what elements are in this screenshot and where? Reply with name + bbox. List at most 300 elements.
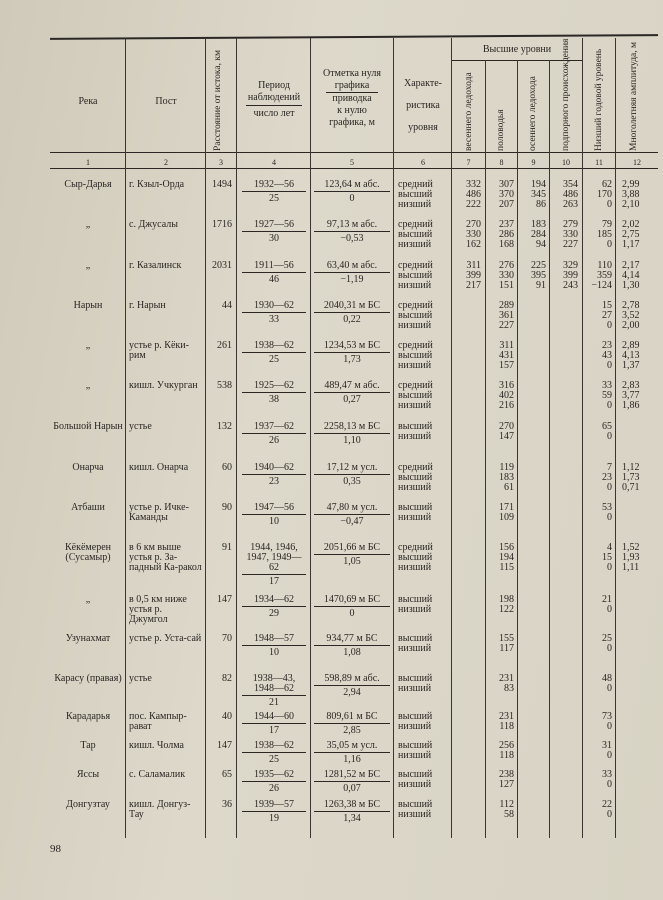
low-level: 23 bbox=[602, 472, 612, 483]
autumn-ice-level bbox=[520, 605, 546, 615]
col-divider bbox=[236, 38, 237, 838]
flood-level: 151 bbox=[499, 280, 514, 291]
header-char-line3: уровня bbox=[408, 122, 438, 133]
autumn-ice-level bbox=[520, 503, 546, 513]
header-mark-line1: Отметка нуля bbox=[323, 68, 381, 79]
autumn-ice-level bbox=[520, 381, 546, 391]
post-name: устье р. Ичке-Каманды bbox=[129, 502, 189, 523]
zero-reduction: 0,27 bbox=[343, 394, 361, 405]
flood-level: 307 bbox=[499, 179, 514, 190]
post-name: пос. Кампыр-рават bbox=[129, 711, 187, 732]
autumn-ice-level: 194 bbox=[531, 179, 546, 190]
header-mark-line5: графика, м bbox=[329, 117, 375, 128]
low-level: 79 bbox=[602, 219, 612, 230]
backwater-level-cell bbox=[552, 301, 578, 331]
zero-mark-cell bbox=[314, 341, 390, 365]
spring-ice-level-cell bbox=[455, 674, 481, 694]
post-name: г. Казалинск bbox=[129, 260, 182, 271]
low-level-cell bbox=[586, 180, 612, 210]
spring-ice-level bbox=[455, 722, 481, 732]
backwater-level bbox=[552, 321, 578, 331]
autumn-ice-level-cell bbox=[520, 770, 546, 790]
autumn-ice-level-cell bbox=[520, 741, 546, 761]
amplitude: 1,37 bbox=[622, 360, 640, 371]
spring-ice-level bbox=[455, 674, 481, 684]
level-characteristic: низший bbox=[398, 721, 432, 732]
spring-ice-level bbox=[455, 341, 481, 351]
backwater-level-cell bbox=[552, 674, 578, 694]
zero-mark: 934,77 м БС bbox=[314, 634, 390, 646]
low-level: 0 bbox=[607, 360, 612, 371]
period-cell bbox=[242, 463, 306, 487]
amplitude: 2,83 bbox=[622, 380, 640, 391]
low-level-cell bbox=[586, 301, 612, 331]
distance-value: 40 bbox=[222, 711, 232, 722]
backwater-level-cell bbox=[552, 712, 578, 732]
spring-ice-level bbox=[455, 422, 481, 432]
colnum: 3 bbox=[219, 158, 223, 167]
period-count: 46 bbox=[269, 274, 279, 285]
spring-ice-level bbox=[455, 553, 481, 563]
period-cell bbox=[242, 770, 306, 794]
spring-ice-level bbox=[455, 401, 481, 411]
flood-level: 119 bbox=[499, 462, 514, 473]
period-cell bbox=[242, 800, 306, 824]
backwater-level bbox=[552, 432, 578, 442]
distance-value: 65 bbox=[222, 769, 232, 780]
post-name: в 6 км выше устья р. За-падный Ка-ракол bbox=[129, 542, 202, 573]
zero-reduction: 1,05 bbox=[343, 556, 361, 567]
spring-ice-level bbox=[455, 780, 481, 790]
amplitude: 3,88 bbox=[622, 189, 640, 200]
level-characteristic: высший bbox=[398, 502, 433, 513]
level-characteristic: средний bbox=[398, 179, 433, 190]
spring-ice-level: 332 bbox=[466, 179, 481, 190]
period-count: 26 bbox=[269, 435, 279, 446]
spring-ice-level bbox=[455, 473, 481, 483]
level-characteristic-cell bbox=[398, 595, 450, 615]
backwater-level-cell bbox=[552, 543, 578, 573]
autumn-ice-level: 86 bbox=[536, 199, 546, 210]
river-name: Кёкёмерен (Сусамыр) bbox=[65, 542, 111, 563]
level-characteristic: высший bbox=[398, 711, 433, 722]
flood-level: 270 bbox=[499, 421, 514, 432]
period-cell bbox=[242, 741, 306, 765]
backwater-level-cell bbox=[552, 261, 578, 291]
backwater-level: 329 bbox=[563, 260, 578, 271]
period-cell bbox=[242, 712, 306, 736]
period-count: 19 bbox=[269, 813, 279, 824]
col-divider bbox=[517, 60, 518, 838]
backwater-level bbox=[552, 800, 578, 810]
colnum: 11 bbox=[595, 158, 603, 167]
backwater-level: 399 bbox=[563, 270, 578, 281]
period-cell bbox=[242, 543, 306, 587]
distance-value: 1716 bbox=[212, 219, 232, 230]
level-characteristic: низший bbox=[398, 683, 432, 694]
period-count: 17 bbox=[269, 576, 279, 587]
period-count: 25 bbox=[269, 754, 279, 765]
backwater-level bbox=[552, 634, 578, 644]
flood-level: 330 bbox=[499, 270, 514, 281]
spring-ice-level bbox=[455, 712, 481, 722]
backwater-level bbox=[552, 513, 578, 523]
amplitude: 1,30 bbox=[622, 280, 640, 291]
low-level-cell bbox=[586, 770, 612, 790]
autumn-ice-level bbox=[520, 543, 546, 553]
flood-level-cell bbox=[488, 381, 514, 411]
flood-level: 311 bbox=[499, 340, 514, 351]
col-divider bbox=[125, 38, 126, 838]
amplitude bbox=[622, 751, 662, 761]
post-name: с. Саламалик bbox=[129, 769, 186, 780]
post-name: устье bbox=[129, 421, 152, 432]
spring-ice-level bbox=[455, 595, 481, 605]
flood-level: 237 bbox=[499, 219, 514, 230]
low-level: 59 bbox=[602, 390, 612, 401]
header-char-line2: ристика bbox=[406, 100, 440, 111]
period-count: 25 bbox=[269, 354, 279, 365]
river-name: Карасу (правая) bbox=[54, 673, 122, 684]
backwater-level bbox=[552, 674, 578, 684]
amplitude-cell bbox=[618, 595, 662, 615]
autumn-ice-level bbox=[520, 634, 546, 644]
zero-mark: 2051,66 м БС bbox=[314, 543, 390, 555]
flood-level-cell bbox=[488, 503, 514, 523]
zero-mark: 35,05 м усл. bbox=[314, 741, 390, 753]
header-char-line1: Характе- bbox=[404, 78, 442, 89]
amplitude: 2,99 bbox=[622, 179, 640, 190]
river-name: Сыр-Дарья bbox=[64, 179, 112, 190]
colnum: 10 bbox=[562, 158, 570, 167]
spring-ice-level bbox=[455, 563, 481, 573]
header-low-level: Низший годовой уровень bbox=[594, 48, 604, 151]
distance-value: 70 bbox=[222, 633, 232, 644]
distance-value: 60 bbox=[222, 462, 232, 473]
flood-level-cell bbox=[488, 543, 514, 573]
colnum: 8 bbox=[499, 158, 504, 167]
flood-level: 171 bbox=[499, 502, 514, 513]
autumn-ice-level bbox=[520, 674, 546, 684]
period-years: 1938—43, 1948—62 bbox=[242, 674, 306, 696]
period-years: 1930—62 bbox=[242, 301, 306, 313]
river-name: Атбаши bbox=[71, 502, 105, 513]
autumn-ice-level: 345 bbox=[531, 189, 546, 200]
zero-mark-cell bbox=[314, 180, 390, 204]
low-level-cell bbox=[586, 381, 612, 411]
amplitude bbox=[622, 741, 662, 751]
amplitude-cell bbox=[618, 741, 662, 761]
spring-ice-level bbox=[455, 513, 481, 523]
amplitude: 2,00 bbox=[622, 320, 640, 331]
river-name: Онарча bbox=[72, 462, 104, 473]
zero-mark-cell bbox=[314, 595, 390, 619]
flood-level: 216 bbox=[499, 400, 514, 411]
flood-level: 316 bbox=[499, 380, 514, 391]
header-amplitude: Многолетняя амплитуда, м bbox=[629, 42, 639, 151]
low-level: 0 bbox=[607, 431, 612, 442]
amplitude: 2,89 bbox=[622, 340, 640, 351]
low-level: 0 bbox=[607, 721, 612, 732]
autumn-ice-level bbox=[520, 644, 546, 654]
backwater-level bbox=[552, 311, 578, 321]
col-divider bbox=[549, 60, 550, 838]
amplitude-cell bbox=[618, 503, 662, 523]
low-level: 0 bbox=[607, 779, 612, 790]
low-level: 53 bbox=[602, 502, 612, 513]
colnum: 7 bbox=[466, 158, 471, 167]
low-level: 0 bbox=[607, 562, 612, 573]
amplitude bbox=[622, 513, 662, 523]
flood-level: 183 bbox=[499, 472, 514, 483]
period-count: 17 bbox=[269, 725, 279, 736]
period-cell bbox=[242, 220, 306, 244]
spring-ice-level: 162 bbox=[466, 239, 481, 250]
low-level: 73 bbox=[602, 711, 612, 722]
backwater-level bbox=[552, 503, 578, 513]
level-characteristic: низший bbox=[398, 779, 432, 790]
low-level: 7 bbox=[607, 462, 612, 473]
period-years: 1940—62 bbox=[242, 463, 306, 475]
low-level: 15 bbox=[602, 552, 612, 563]
spring-ice-level-cell bbox=[455, 634, 481, 654]
period-count: 25 bbox=[269, 193, 279, 204]
amplitude-cell bbox=[618, 261, 662, 291]
post-name: устье р. Уста-сай bbox=[129, 633, 202, 644]
low-level: 0 bbox=[607, 400, 612, 411]
col-divider bbox=[485, 60, 486, 838]
backwater-level-cell bbox=[552, 770, 578, 790]
backwater-level bbox=[552, 381, 578, 391]
flood-level: 361 bbox=[499, 310, 514, 321]
low-level: 48 bbox=[602, 673, 612, 684]
low-level: 4 bbox=[607, 542, 612, 553]
backwater-level-cell bbox=[552, 595, 578, 615]
river-name: „ bbox=[85, 260, 91, 271]
period-cell bbox=[242, 261, 306, 285]
colnum: 9 bbox=[531, 158, 536, 167]
level-characteristic: средний bbox=[398, 380, 433, 391]
level-characteristic: высший bbox=[398, 799, 433, 810]
level-characteristic: средний bbox=[398, 219, 433, 230]
low-level: 65 bbox=[602, 421, 612, 432]
period-count: 23 bbox=[269, 476, 279, 487]
zero-reduction: 1,08 bbox=[343, 647, 361, 658]
amplitude-cell bbox=[618, 220, 662, 250]
low-level-cell bbox=[586, 800, 612, 820]
flood-level: 61 bbox=[504, 482, 514, 493]
spring-ice-level bbox=[455, 381, 481, 391]
backwater-level bbox=[552, 483, 578, 493]
header-flood: половодья bbox=[496, 109, 506, 151]
backwater-level: 263 bbox=[563, 199, 578, 210]
autumn-ice-level bbox=[520, 563, 546, 573]
autumn-ice-level bbox=[520, 432, 546, 442]
header-backwater: подпорного происхождения bbox=[561, 38, 571, 151]
colnum: 6 bbox=[421, 158, 425, 167]
river-name: „ bbox=[85, 594, 91, 605]
colnum-rule bbox=[50, 168, 658, 169]
autumn-ice-level-cell bbox=[520, 422, 546, 442]
zero-mark: 97,13 м абс. bbox=[314, 220, 390, 232]
post-name: кишл. Онарча bbox=[129, 462, 189, 473]
flood-level: 115 bbox=[499, 562, 514, 573]
backwater-level bbox=[552, 473, 578, 483]
flood-level: 207 bbox=[499, 199, 514, 210]
header-mark-line4: к нулю bbox=[337, 105, 367, 116]
flood-level-cell bbox=[488, 463, 514, 493]
header-distance: Расстояние от истока, км bbox=[213, 50, 223, 151]
level-characteristic: средний bbox=[398, 542, 433, 553]
level-characteristic: средний bbox=[398, 340, 433, 351]
flood-level-cell bbox=[488, 712, 514, 732]
level-characteristic: низший bbox=[398, 604, 432, 615]
header-high-levels: Высшие уровни bbox=[482, 44, 552, 55]
level-characteristic: высший bbox=[398, 229, 433, 240]
spring-ice-level bbox=[455, 483, 481, 493]
flood-level: 256 bbox=[499, 740, 514, 751]
autumn-ice-level bbox=[520, 321, 546, 331]
level-characteristic: низший bbox=[398, 482, 432, 493]
flood-level-cell bbox=[488, 634, 514, 654]
autumn-ice-level-cell bbox=[520, 301, 546, 331]
zero-mark: 2040,31 м БС bbox=[314, 301, 390, 313]
post-name: с. Джусалы bbox=[129, 219, 178, 230]
zero-mark-cell bbox=[314, 261, 390, 285]
colnum: 12 bbox=[633, 158, 641, 167]
autumn-ice-level bbox=[520, 422, 546, 432]
period-cell bbox=[242, 595, 306, 619]
spring-ice-level bbox=[455, 770, 481, 780]
flood-level-cell bbox=[488, 800, 514, 820]
river-name: Донгузтау bbox=[66, 799, 110, 810]
autumn-ice-level bbox=[520, 770, 546, 780]
zero-mark-cell bbox=[314, 543, 390, 567]
flood-level-cell bbox=[488, 301, 514, 331]
spring-ice-level-cell bbox=[455, 381, 481, 411]
level-characteristic: низший bbox=[398, 320, 432, 331]
amplitude-cell bbox=[618, 770, 662, 790]
flood-level: 276 bbox=[499, 260, 514, 271]
amplitude bbox=[622, 644, 662, 654]
low-level: 0 bbox=[607, 604, 612, 615]
level-characteristic: высший bbox=[398, 594, 433, 605]
low-level: 0 bbox=[607, 199, 612, 210]
distance-value: 132 bbox=[217, 421, 232, 432]
backwater-level bbox=[552, 712, 578, 722]
spring-ice-level bbox=[455, 605, 481, 615]
flood-level: 83 bbox=[504, 683, 514, 694]
amplitude-cell bbox=[618, 712, 662, 732]
backwater-level: 227 bbox=[563, 239, 578, 250]
spring-ice-level-cell bbox=[455, 800, 481, 820]
amplitude bbox=[622, 422, 662, 432]
header-mark bbox=[312, 68, 392, 129]
low-level: 0 bbox=[607, 239, 612, 250]
colnum: 4 bbox=[272, 158, 276, 167]
backwater-level-cell bbox=[552, 180, 578, 210]
header-spring-ice: весеннего ледохода bbox=[464, 72, 474, 151]
level-characteristic-cell bbox=[398, 770, 450, 790]
distance-value: 538 bbox=[217, 380, 232, 391]
spring-ice-level bbox=[455, 361, 481, 371]
autumn-ice-level-cell bbox=[520, 463, 546, 493]
zero-mark-cell bbox=[314, 381, 390, 405]
amplitude: 2,75 bbox=[622, 229, 640, 240]
amplitude bbox=[622, 674, 662, 684]
zero-reduction: 2,85 bbox=[343, 725, 361, 736]
autumn-ice-level bbox=[520, 712, 546, 722]
period-count: 10 bbox=[269, 647, 279, 658]
low-level: 27 bbox=[602, 310, 612, 321]
post-name: г. Нарын bbox=[129, 300, 166, 311]
col-divider bbox=[310, 38, 311, 838]
backwater-level bbox=[552, 605, 578, 615]
zero-mark-cell bbox=[314, 800, 390, 824]
level-characteristic: высший bbox=[398, 189, 433, 200]
spring-ice-level bbox=[455, 463, 481, 473]
header-period-bottom: число лет bbox=[253, 108, 295, 119]
backwater-level bbox=[552, 391, 578, 401]
autumn-ice-level bbox=[520, 361, 546, 371]
level-characteristic-cell bbox=[398, 381, 450, 411]
spring-ice-level-cell bbox=[455, 543, 481, 573]
zero-mark: 598,89 м абс. bbox=[314, 674, 390, 686]
amplitude: 4,13 bbox=[622, 350, 640, 361]
period-years: 1939—57 bbox=[242, 800, 306, 812]
low-level: 0 bbox=[607, 320, 612, 331]
amplitude bbox=[622, 684, 662, 694]
autumn-ice-level bbox=[520, 722, 546, 732]
zero-mark-cell bbox=[314, 301, 390, 325]
autumn-ice-level bbox=[520, 401, 546, 411]
flood-level: 289 bbox=[499, 300, 514, 311]
low-level: 0 bbox=[607, 512, 612, 523]
low-level: 110 bbox=[597, 260, 612, 271]
autumn-ice-level: 91 bbox=[536, 280, 546, 291]
low-level: 0 bbox=[607, 683, 612, 694]
level-characteristic: высший bbox=[398, 552, 433, 563]
header-characteristic bbox=[394, 78, 452, 134]
river-name: „ bbox=[85, 219, 91, 230]
flood-level-cell bbox=[488, 341, 514, 371]
low-level: 359 bbox=[597, 270, 612, 281]
low-level: 185 bbox=[597, 229, 612, 240]
header-mark-line2: графика bbox=[326, 80, 378, 93]
low-level-cell bbox=[586, 674, 612, 694]
low-level-cell bbox=[586, 463, 612, 493]
autumn-ice-level-cell bbox=[520, 634, 546, 654]
zero-mark: 1263,38 м БС bbox=[314, 800, 390, 812]
zero-mark: 63,40 м абс. bbox=[314, 261, 390, 273]
flood-level: 58 bbox=[504, 809, 514, 820]
level-characteristic: низший bbox=[398, 400, 432, 411]
backwater-level: 354 bbox=[563, 179, 578, 190]
backwater-level-cell bbox=[552, 503, 578, 523]
post-name: кишл. Учкурган bbox=[129, 380, 198, 391]
backwater-level-cell bbox=[552, 741, 578, 761]
autumn-ice-level-cell bbox=[520, 712, 546, 732]
colnum: 1 bbox=[86, 158, 90, 167]
level-characteristic-cell bbox=[398, 180, 450, 210]
river-name: Узунахмат bbox=[65, 633, 111, 644]
backwater-level bbox=[552, 401, 578, 411]
level-characteristic: высший bbox=[398, 310, 433, 321]
backwater-level-cell bbox=[552, 634, 578, 654]
autumn-ice-level: 183 bbox=[531, 219, 546, 230]
low-level-cell bbox=[586, 712, 612, 732]
autumn-ice-level bbox=[520, 684, 546, 694]
